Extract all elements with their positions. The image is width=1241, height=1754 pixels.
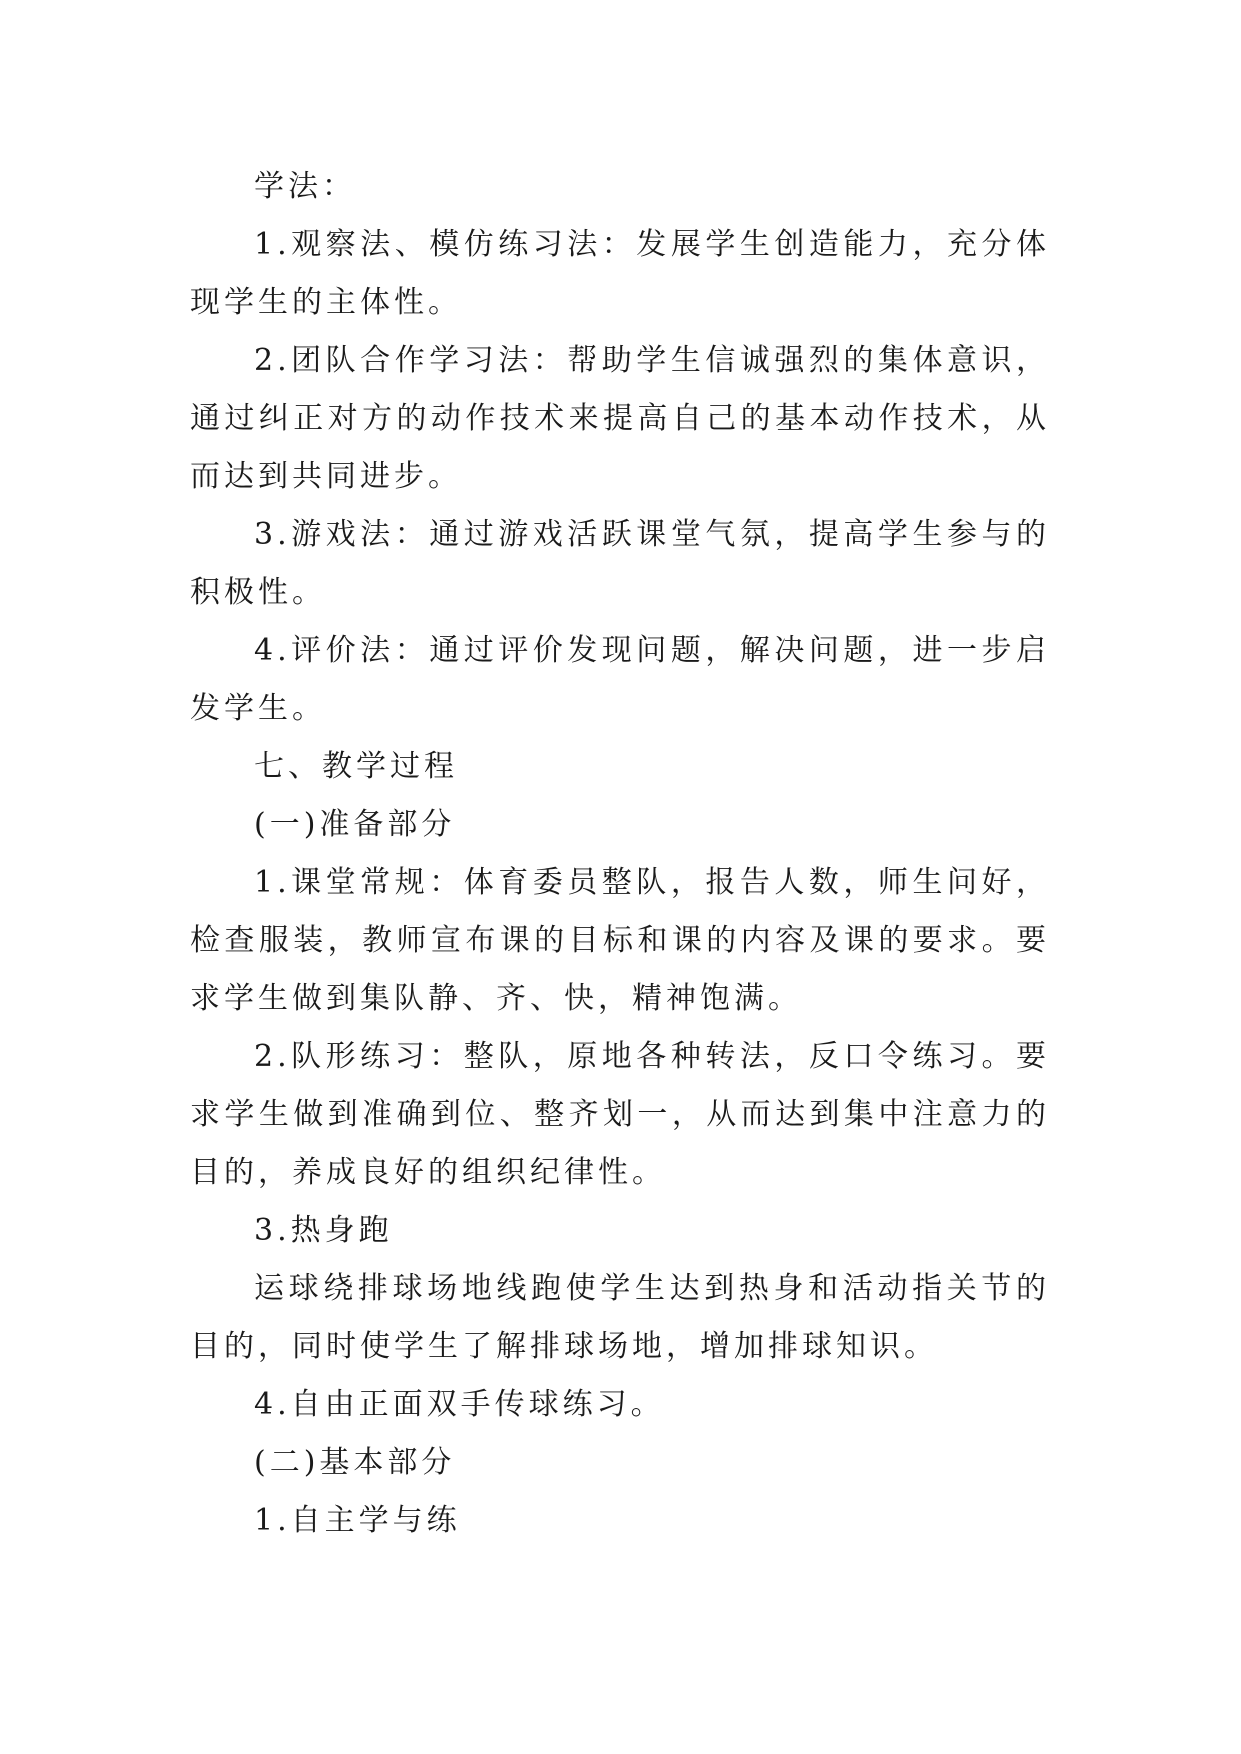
paragraph-xuefa-heading: 学法：	[254, 169, 356, 204]
paragraph-prep-2: 2.队形练习：整队，原地各种转法，反口令练习。要求学生做到准确到位、整齐划一，从而达到集中注意力的目的，养成良好的组织纪律性。	[190, 1039, 1050, 1190]
paragraph-prep-3-heading: 3.热身跑	[254, 1213, 393, 1248]
paragraph-method-2: 2.团队合作学习法：帮助学生信诚强烈的集体意识，通过纠正对方的动作技术来提高自己的基本动作技术，从而达到共同进步。	[190, 343, 1050, 494]
paragraph-method-3: 3.游戏法：通过游戏活跃课堂气氛，提高学生参与的积极性。	[190, 517, 1050, 610]
paragraph-prep-4: 4.自由正面双手传球练习。	[254, 1387, 665, 1422]
paragraph-prep-1: 1.课堂常规：体育委员整队，报告人数，师生问好，检查服装，教师宣布课的目标和课的内容及课的要求。要求学生做到集队静、齐、快，精神饱满。	[190, 865, 1050, 1016]
section-heading-teaching-process: 七、教学过程	[254, 749, 458, 784]
document-body	[190, 158, 1050, 1550]
paragraph-prep-3-body: 运球绕排球场地线跑使学生达到热身和活动指关节的目的，同时使学生了解排球场地，增加排球知识。	[190, 1271, 1050, 1364]
paragraph-method-4: 4.评价法：通过评价发现问题，解决问题，进一步启发学生。	[190, 633, 1050, 726]
subsection-heading-basic: (二)基本部分	[254, 1445, 456, 1480]
paragraph-method-1: 1.观察法、模仿练习法：发展学生创造能力，充分体现学生的主体性。	[190, 227, 1050, 320]
subsection-heading-preparation: (一)准备部分	[254, 807, 456, 842]
paragraph-basic-1: 1.自主学与练	[254, 1503, 461, 1538]
